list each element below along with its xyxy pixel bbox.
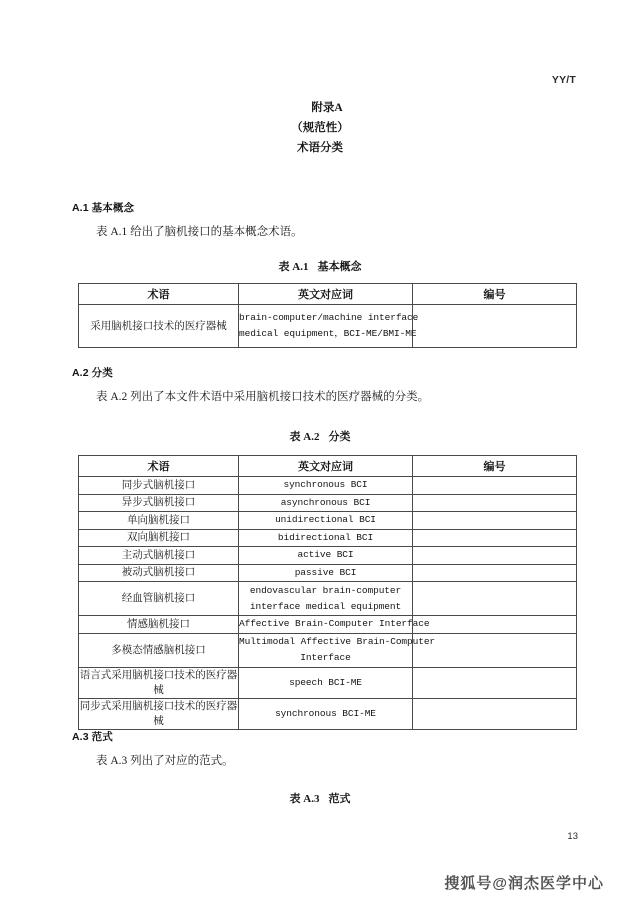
term-cell: 同步式脑机接口: [79, 477, 239, 495]
english-line: Interface: [300, 652, 351, 663]
term-cell: 情感脑机接口: [79, 616, 239, 634]
table-row: [79, 616, 577, 634]
english-line: Multimodal Affective Brain-Computer: [239, 636, 436, 647]
table-caption-a1: [0, 258, 640, 274]
table-row: [79, 698, 577, 729]
table-a2-col-term: 术语: [79, 456, 239, 477]
table-caption-a3-title: 范式: [328, 793, 351, 805]
annex-title-line-2: （规范性）: [291, 122, 349, 134]
english-cell: [239, 477, 413, 495]
english-cell: [239, 667, 413, 698]
watermark: 搜狐号@润杰医学中心: [444, 875, 604, 892]
english-line: passive BCI: [294, 566, 357, 578]
table-row: [79, 547, 577, 565]
section-heading-a1: A.1 基本概念: [72, 202, 135, 214]
code-cell: [413, 564, 577, 582]
english-line: medical equipment，BCI-ME/BMI-ME: [239, 328, 417, 339]
table-a2-col-english: 英文对应词: [239, 456, 413, 477]
english-line: brain-computer/machine interface: [239, 312, 419, 323]
running-header: YY/T: [551, 74, 576, 86]
table-caption-a1-title: 基本概念: [317, 261, 362, 273]
code-cell: [413, 547, 577, 565]
table-a1-col-term: 术语: [79, 284, 239, 305]
english-line: bidirectional BCI: [277, 531, 374, 543]
code-cell: [413, 512, 577, 530]
table-row: [79, 582, 577, 616]
english-cell: [239, 564, 413, 582]
table-caption-a2-prefix: 表 A.2: [289, 431, 320, 443]
term-cell: 双向脑机接口: [79, 529, 239, 547]
table-row: [79, 529, 577, 547]
english-line: synchronous BCI-ME: [275, 707, 376, 719]
table-a1-col-code: 编号: [413, 284, 577, 305]
term-cell: 主动式脑机接口: [79, 547, 239, 565]
term-cell: 经血管脑机接口: [79, 582, 239, 616]
english-line: interface medical equipment: [249, 600, 402, 612]
term-cell: 异步式脑机接口: [79, 494, 239, 512]
code-cell: [413, 633, 577, 667]
code-cell: [413, 616, 577, 634]
code-cell: [413, 667, 577, 698]
table-a1-col-english: 英文对应词: [239, 284, 413, 305]
english-line: synchronous BCI: [283, 479, 368, 491]
table-a2-header-row: [79, 456, 577, 477]
table-row: [79, 305, 577, 348]
code-cell: [413, 582, 577, 616]
table-caption-a1-prefix: 表 A.1: [278, 261, 309, 273]
english-line: active BCI: [297, 549, 354, 561]
section-heading-a2: A.2 分类: [72, 367, 113, 379]
english-line: Affective Brain-Computer Interface: [239, 618, 430, 630]
english-line: endovascular brain-computer: [249, 584, 402, 596]
code-cell: [413, 477, 577, 495]
english-cell: [239, 494, 413, 512]
term-cell: 被动式脑机接口: [79, 564, 239, 582]
annex-title-line-1: 附录A: [311, 102, 343, 114]
english-cell: [239, 582, 413, 616]
table-a1: [78, 283, 577, 348]
english-cell: [239, 547, 413, 565]
code-cell: [413, 494, 577, 512]
table-a1-cell-code: [413, 305, 577, 348]
term-cell: 单向脑机接口: [79, 512, 239, 530]
english-line: unidirectional BCI: [275, 514, 376, 526]
table-row: [79, 477, 577, 495]
term-cell: 同步式采用脑机接口技术的医疗器械: [79, 698, 239, 729]
section-paragraph-a1: 表 A.1 给出了脑机接口的基本概念术语。: [96, 226, 303, 238]
table-caption-a2-title: 分类: [328, 431, 351, 443]
table-caption-a2: [0, 428, 640, 444]
table-row: [79, 633, 577, 667]
table-a1-cell-english: [239, 305, 419, 348]
table-row: [79, 564, 577, 582]
english-cell: [239, 512, 413, 530]
page-number: 13: [567, 831, 578, 842]
section-paragraph-a3: 表 A.3 列出了对应的范式。: [96, 755, 234, 767]
table-a2: [78, 455, 577, 730]
table-caption-a3: [0, 790, 640, 806]
code-cell: [413, 529, 577, 547]
table-a1-cell-term: 采用脑机接口技术的医疗器械: [79, 305, 239, 348]
table-a2-col-code: 编号: [413, 456, 577, 477]
section-paragraph-a2: 表 A.2 列出了本文件术语中采用脑机接口技术的医疗器械的分类。: [96, 391, 430, 403]
table-row: [79, 494, 577, 512]
english-line: speech BCI-ME: [289, 676, 362, 688]
annex-title-line-3: 术语分类: [297, 142, 343, 154]
code-cell: [413, 698, 577, 729]
term-cell: 语言式采用脑机接口技术的医疗器械: [79, 667, 239, 698]
english-line: asynchronous BCI: [280, 496, 371, 508]
english-cell: [239, 616, 430, 634]
term-cell: 多模态情感脑机接口: [79, 633, 239, 667]
table-row: [79, 512, 577, 530]
english-cell: [239, 529, 413, 547]
section-heading-a3: A.3 范式: [72, 731, 113, 743]
english-cell: [239, 698, 413, 729]
annex-title-block: [0, 98, 640, 158]
table-a1-header-row: [79, 284, 577, 305]
english-cell: [239, 633, 436, 667]
table-caption-a3-prefix: 表 A.3: [289, 793, 320, 805]
table-row: [79, 667, 577, 698]
